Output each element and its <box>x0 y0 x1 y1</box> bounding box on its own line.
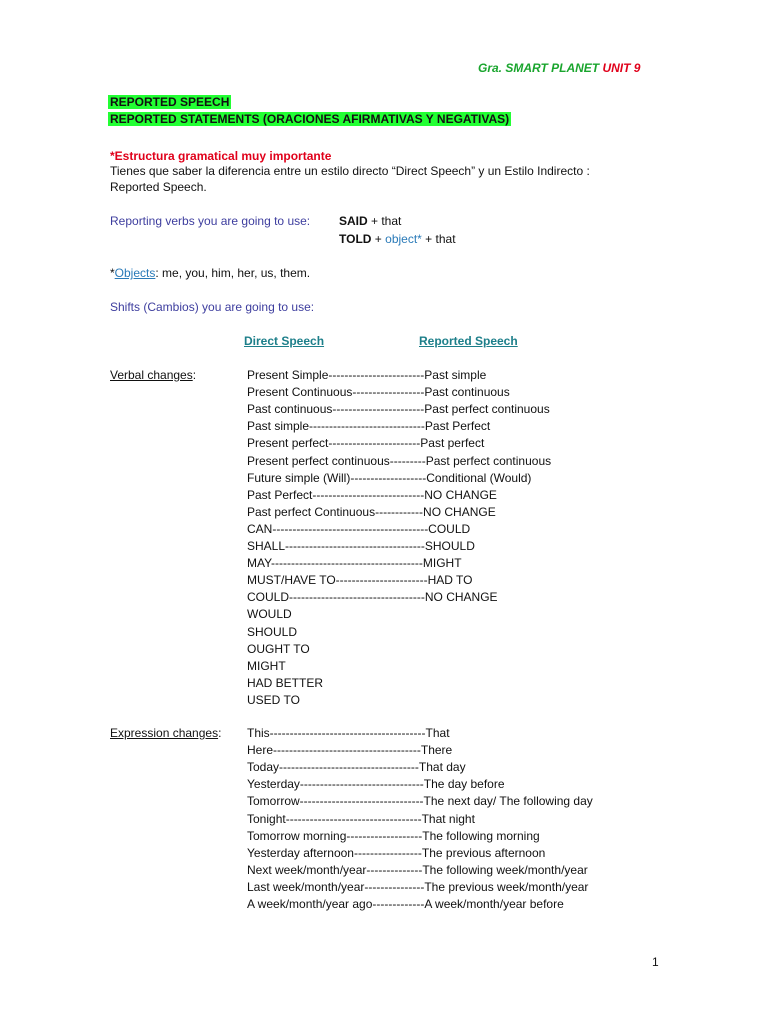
title-line-1: REPORTED SPEECH <box>110 95 230 109</box>
change-row: Tomorrow morning-------------------The following morning <box>247 828 540 843</box>
verbal-changes-label <box>110 368 196 383</box>
change-row: Next week/month/year--------------The following week/month/year <box>247 862 588 877</box>
header-course: Gra. SMART PLANET <box>478 61 603 75</box>
grammar-heading: *Estructura gramatical muy importante <box>110 149 332 163</box>
change-row: Present perfect continuous---------Past perfect continuous <box>247 453 552 468</box>
change-row: OUGHT TO <box>247 641 310 656</box>
change-row: Tomorrow-------------------------------The next day/ The following day <box>247 794 593 809</box>
change-row: SHOULD <box>247 624 298 639</box>
change-row: This---------------------------------------That <box>247 726 450 740</box>
change-row: USED TO <box>247 692 300 707</box>
change-row: A week/month/year ago-------------A week/month/year before <box>247 897 564 911</box>
change-row: Yesterday afternoon-----------------The previous afternoon <box>247 845 546 860</box>
title-block <box>108 95 511 127</box>
change-row: Tonight----------------------------------That night <box>247 811 475 826</box>
verbal-changes-colon: : <box>192 368 197 382</box>
objects-link[interactable]: Objects <box>114 266 156 280</box>
verbal-changes-title: Verbal changes <box>110 368 193 382</box>
change-row: MUST/HAVE TO-----------------------HAD TO <box>247 573 473 588</box>
change-row: Past perfect Continuous------------NO CHANGE <box>247 504 496 519</box>
change-row: Last week/month/year---------------The previous week/month/year <box>247 879 589 894</box>
change-row: HAD BETTER <box>247 675 324 690</box>
objects-star: * <box>110 266 115 280</box>
change-row: COULD----------------------------------NO CHANGE <box>247 590 498 605</box>
change-row: SHALL-----------------------------------SHOULD <box>247 539 475 553</box>
said-verb: SAID <box>339 214 368 228</box>
direct-speech-heading: Direct Speech <box>244 334 325 348</box>
intro-line-2: Reported Speech. <box>110 180 207 194</box>
change-row: Past continuous-----------------------Past perfect continuous <box>247 402 550 417</box>
intro-line-1: Tienes que saber la diferencia entre un estilo directo “Direct Speech” y un Estilo Indirecto : <box>110 164 590 178</box>
title-line-2: REPORTED STATEMENTS (ORACIONES AFIRMATIVAS Y NEGATIVAS) <box>110 112 510 126</box>
said-rest: + that <box>367 214 402 228</box>
expression-changes-title: Expression changes <box>110 726 219 740</box>
unit-header <box>478 61 640 76</box>
told-verb: TOLD <box>339 232 372 246</box>
change-row: Past simple-----------------------------Past Perfect <box>247 419 491 434</box>
change-row: Present Simple------------------------Past simple <box>247 368 487 382</box>
page-number: 1 <box>652 955 659 969</box>
told-plus: + <box>371 232 386 246</box>
change-row: Present perfect-----------------------Past perfect <box>247 436 485 451</box>
told-rest: + that <box>421 232 456 246</box>
objects-line <box>110 266 310 281</box>
change-row: Here-------------------------------------There <box>247 743 453 758</box>
expression-changes-label <box>110 726 221 741</box>
change-row: MIGHT <box>247 658 286 673</box>
change-row: Today-----------------------------------That day <box>247 760 466 775</box>
shifts-label: Shifts (Cambios) you are going to use: <box>110 300 315 314</box>
change-row: Present Continuous------------------Past continuous <box>247 385 510 400</box>
expression-changes-colon: : <box>218 726 222 740</box>
change-row: MAY--------------------------------------MIGHT <box>247 556 462 571</box>
told-rule <box>339 232 456 247</box>
told-object: object* <box>385 232 422 246</box>
change-row: Yesterday-------------------------------The day before <box>247 777 505 792</box>
reporting-verbs-label: Reporting verbs you are going to use: <box>110 214 311 228</box>
change-row: CAN---------------------------------------COULD <box>247 521 471 536</box>
change-row: WOULD <box>247 607 292 622</box>
change-row: Past Perfect----------------------------NO CHANGE <box>247 487 497 502</box>
reported-speech-heading: Reported Speech <box>419 334 518 348</box>
said-rule <box>339 214 401 229</box>
objects-list: : me, you, him, her, us, them. <box>155 266 311 280</box>
header-unit: UNIT 9 <box>602 61 641 75</box>
change-row: Future simple (Will)-------------------Conditional (Would) <box>247 470 532 485</box>
